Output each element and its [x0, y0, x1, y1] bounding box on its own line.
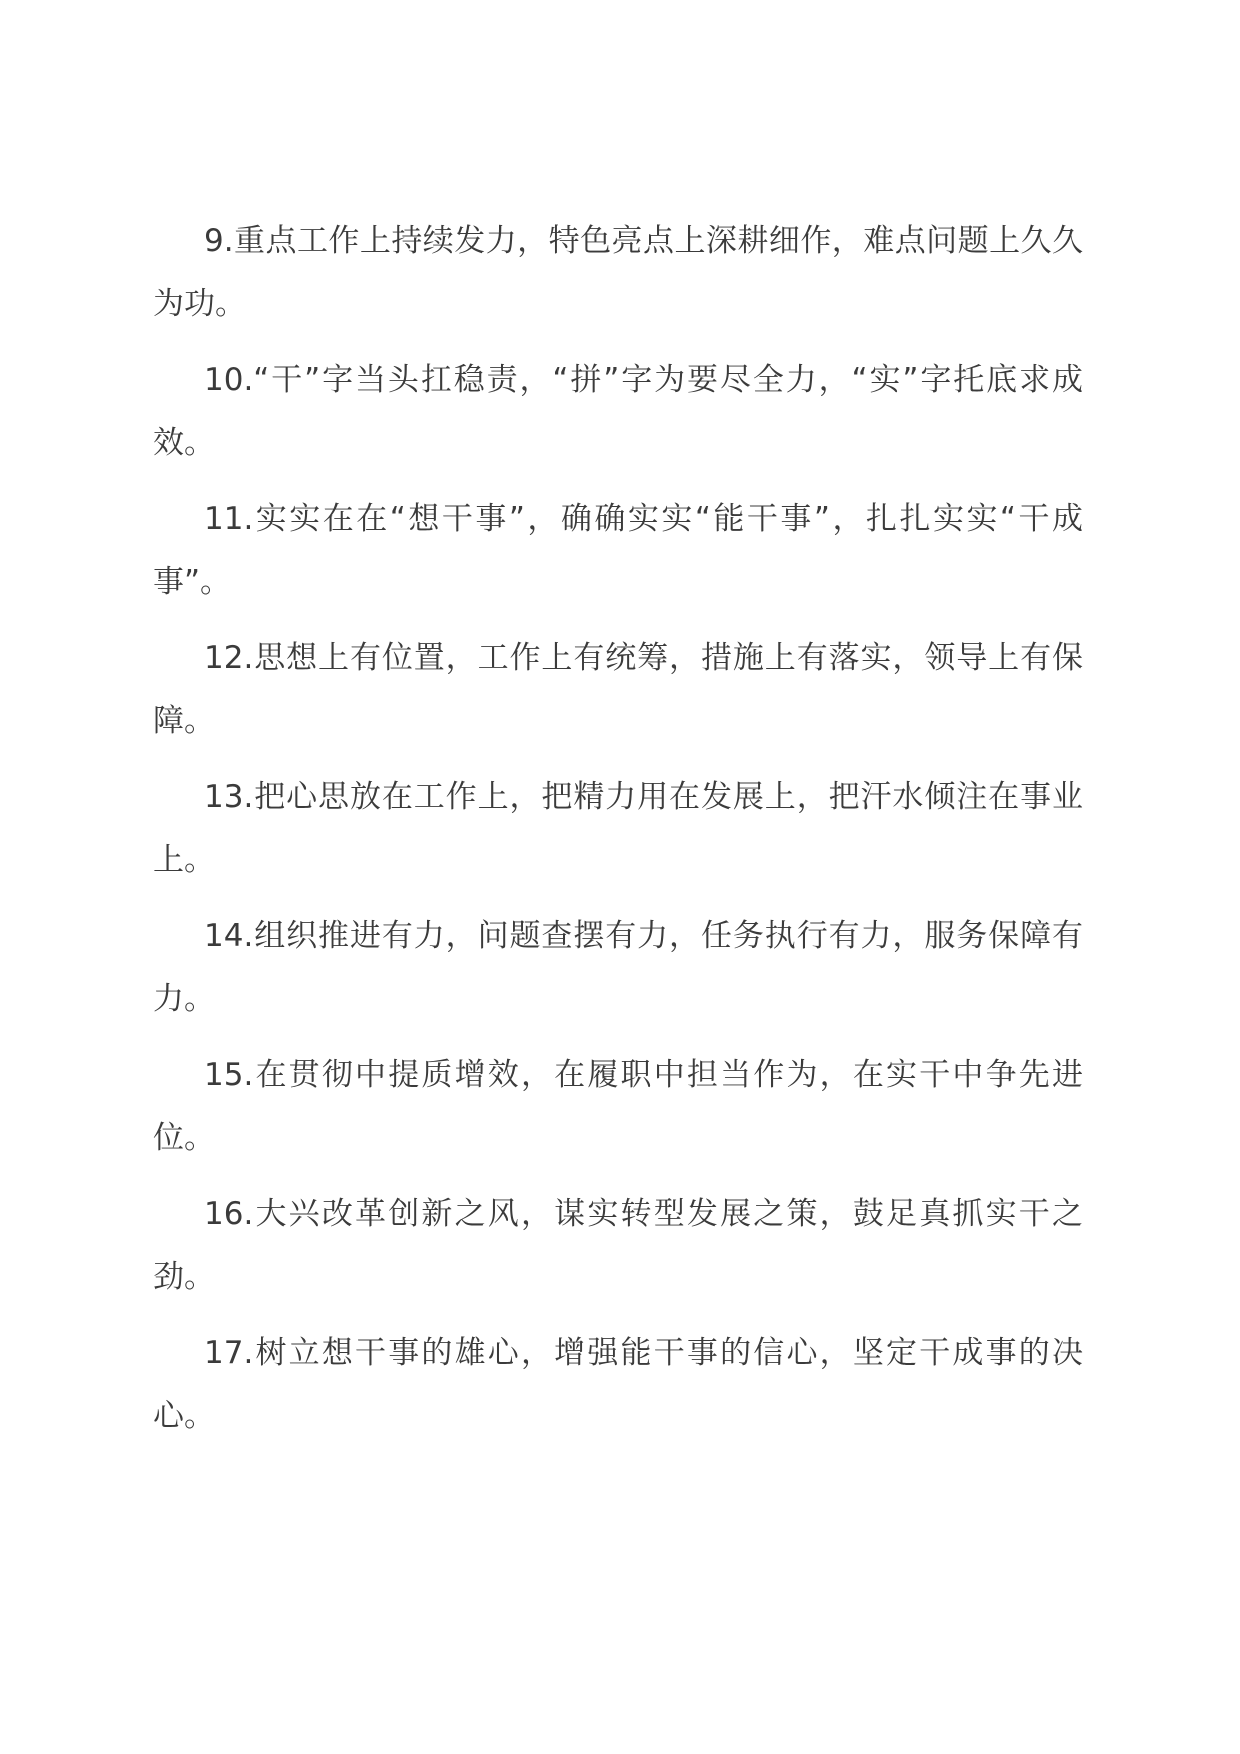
paragraph-17: 17.树立想干事的雄心，增强能干事的信心，坚定干成事的决心。	[153, 1335, 1083, 1434]
paragraph-9: 9.重点工作上持续发力，特色亮点上深耕细作，难点问题上久久为功。	[153, 223, 1083, 322]
paragraph-12: 12.思想上有位置，工作上有统筹，措施上有落实，领导上有保障。	[153, 640, 1083, 739]
paragraph-16: 16.大兴改革创新之风，谋实转型发展之策，鼓足真抓实干之劲。	[153, 1196, 1083, 1295]
paragraph-14: 14.组织推进有力，问题查摆有力，任务执行有力，服务保障有力。	[153, 918, 1083, 1017]
paragraph-15: 15.在贯彻中提质增效，在履职中担当作为，在实干中争先进位。	[153, 1057, 1083, 1156]
paragraph-10: 10.“干”字当头扛稳责，“拼”字为要尽全力，“实”字托底求成效。	[153, 362, 1083, 461]
paragraph-11: 11.实实在在“想干事”，确确实实“能干事”，扎扎实实“干成事”。	[153, 501, 1083, 600]
document-body	[153, 210, 1083, 1461]
paragraph-13: 13.把心思放在工作上，把精力用在发展上，把汗水倾注在事业上。	[153, 779, 1083, 878]
